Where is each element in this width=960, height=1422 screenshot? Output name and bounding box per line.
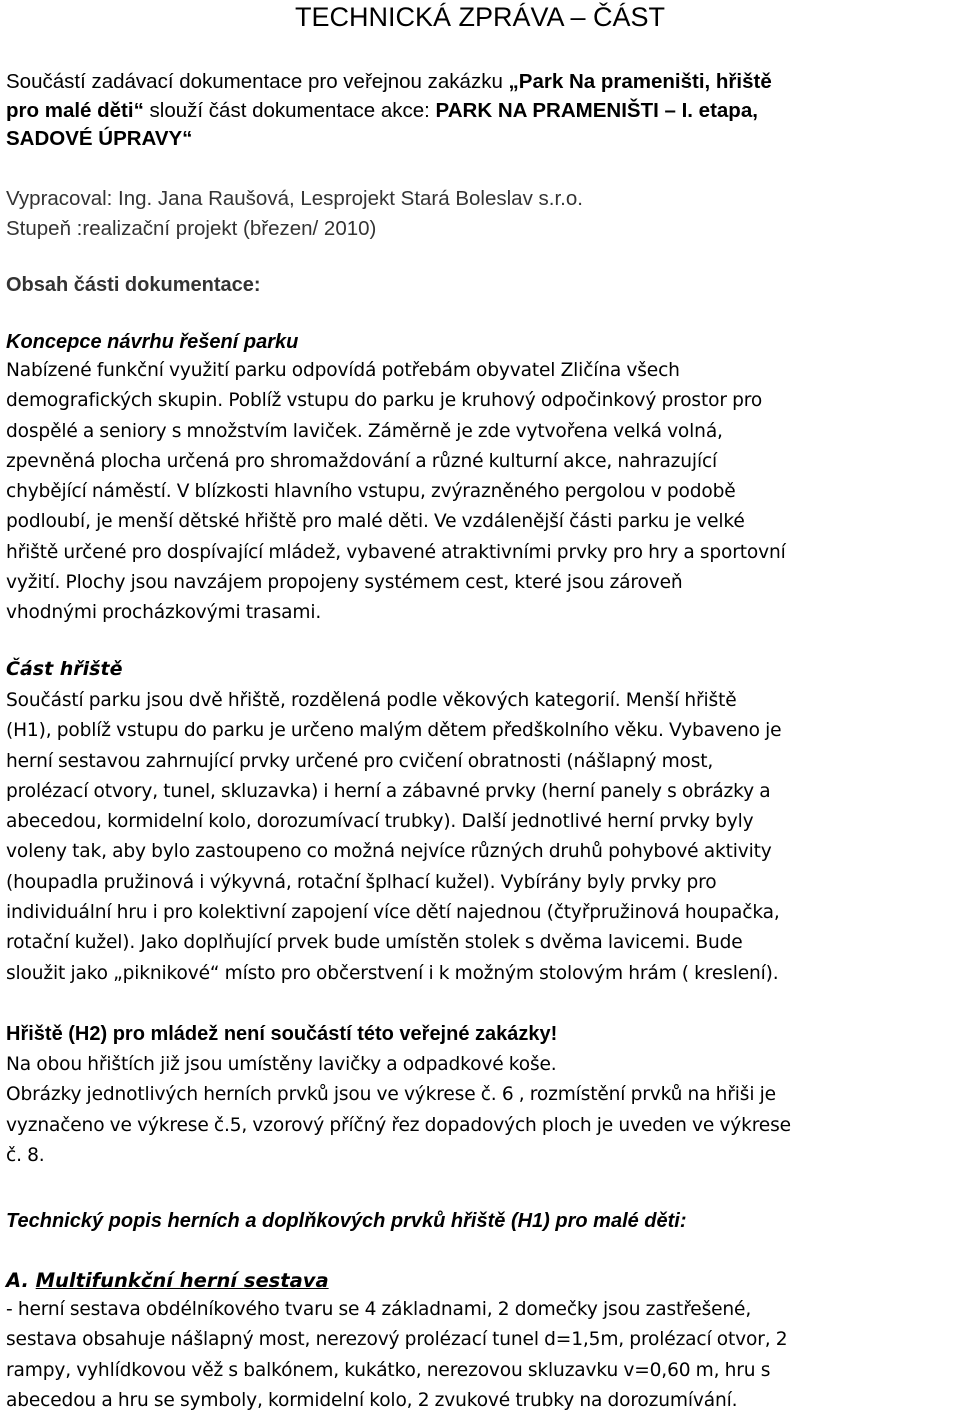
playground-line: individuální hru i pro kolektivní zapojení více dětí najednou (čtyřpružinová houpačka, bbox=[6, 902, 780, 924]
playground-line: Součástí parku jsou dvě hřiště, rozdělená podle věkových kategorií. Menší hřiště bbox=[6, 690, 737, 711]
concept-line: chybějící náměstí. V blízkosti hlavního vstupu, zvýrazněného pergolou v podobě bbox=[6, 481, 736, 503]
concept-line: demografických skupin. Poblíž vstupu do parku je kruhový odpočinkový prostor pro bbox=[6, 390, 763, 412]
notes-line: vyznačeno ve výkrese č.5, vzorový příčný řez dopadových ploch je uveden ve výkrese bbox=[6, 1114, 791, 1136]
intro-line-3: SADOVÉ ÚPRAVY“ bbox=[6, 127, 193, 150]
concept-line: zpevněná plocha určená pro shromaždování a různé kulturní akce, nahrazující bbox=[6, 450, 718, 472]
concept-line: vhodnými procházkovými trasami. bbox=[6, 602, 322, 624]
h2-exclusion-note: Hřiště (H2) pro mládež není součástí této veřejné zakázky! bbox=[6, 1023, 558, 1045]
concept-line: hřiště určené pro dospívající mládež, vybavené atraktivními prvky pro hry a sportovní bbox=[6, 541, 786, 563]
concept-line: dospělé a seniory s množstvím laviček. Záměrně je zde vytvořena velká volná, bbox=[6, 420, 723, 442]
playground-line: (H1), poblíž vstupu do parku je určeno malým dětem předškolního věku. Vybaveno je bbox=[6, 720, 782, 742]
project-name-part1: „Park Na prameništi, hřiště bbox=[508, 70, 772, 93]
multifunction-set-heading: A. Multifunkční herní sestava bbox=[6, 1269, 329, 1292]
playground-heading: Část hřiště bbox=[6, 658, 123, 680]
concept-line: podloubí, je menší dětské hřiště pro malé děti. Ve vzdálenější části parku je velké bbox=[6, 511, 745, 533]
playground-line: abecedou, kormidelní kolo, dorozumívací trubky). Další jednotlivé herní prvky byly bbox=[6, 811, 754, 833]
playground-paragraph bbox=[6, 686, 956, 989]
playground-line: rotační kužel). Jako doplňující prvek bude umístěn stolek s dvěma lavicemi. Bude bbox=[6, 932, 743, 954]
concept-line: vyžití. Plochy jsou navzájem propojeny systémem cest, které jsou zároveň bbox=[6, 572, 683, 594]
author-line: Vypracoval: Ing. Jana Raušová, Lesprojekt Stará Boleslav s.r.o. bbox=[6, 187, 583, 210]
multi-line: abecedou a hru se symboly, kormidelní kolo, 2 zvukové trubky na dorozumívání. bbox=[6, 1389, 738, 1411]
concept-paragraph bbox=[6, 356, 956, 629]
playground-line: voleny tak, aby bylo zastoupeno co možná nejvíce různých druhů pohybové aktivity bbox=[6, 841, 772, 863]
notes-line: č. 8. bbox=[6, 1144, 45, 1166]
stage-line: Stupeň :realizační projekt (březen/ 2010) bbox=[6, 217, 377, 240]
concept-line: Nabízené funkční využití parku odpovídá potřebám obyvatel Zličína všech bbox=[6, 360, 680, 381]
multi-line: - herní sestava obdélníkového tvaru se 4 základnami, 2 domečky jsou zastřešené, bbox=[6, 1299, 752, 1320]
concept-heading: Koncepce návrhu řešení parku bbox=[6, 331, 299, 353]
notes-paragraph bbox=[6, 1050, 956, 1171]
technical-description-heading: Technický popis herních a doplňkových prvků hřiště (H1) pro malé děti: bbox=[6, 1210, 687, 1232]
intro-paragraph bbox=[6, 68, 956, 154]
playground-line: sloužit jako „piknikové“ místo pro občerstvení i k možným stolovým hrám ( kreslení). bbox=[6, 962, 779, 984]
notes-line: Na obou hřištích již jsou umístěny lavičky a odpadkové koše. bbox=[6, 1054, 557, 1075]
playground-line: (houpadla pružinová i výkyvná, rotační šplhací kužel). Vybírány byly prvky pro bbox=[6, 871, 717, 893]
multi-line: rampy, vyhlídkovou věž s balkónem, kukátko, nerezovou skluzavku v=0,60 m, hru s bbox=[6, 1359, 771, 1381]
playground-line: herní sestavou zahrnující prvky určené pro cvičení obratnosti (nášlapný most, bbox=[6, 750, 714, 772]
contents-heading: Obsah části dokumentace: bbox=[6, 274, 261, 296]
playground-line: prolézací otvory, tunel, skluzavka) i herní a zábavné prvky (herní panely s obrázky a bbox=[6, 780, 771, 802]
multi-line: sestava obsahuje nášlapný most, nerezový prolézací tunel d=1,5m, prolézací otvor, 2 bbox=[6, 1329, 788, 1351]
intro-line-1: Součástí zadávací dokumentace pro veřejnou zakázku „Park Na prameništi, hřiště bbox=[6, 70, 772, 93]
document-title: TECHNICKÁ ZPRÁVA – ČÁST bbox=[294, 2, 666, 32]
project-name-part2: pro malé děti“ bbox=[6, 98, 144, 122]
notes-line: Obrázky jednotlivých herních prvků jsou ve výkrese č. 6 , rozmístění prvků na hřiši je bbox=[6, 1084, 776, 1106]
multifunction-set-paragraph bbox=[6, 1295, 956, 1416]
intro-line-2: pro malé děti“ slouží část dokumentace akce: PARK NA PRAMENIŠTI – I. etapa, bbox=[6, 98, 758, 122]
action-name: PARK NA PRAMENIŠTI – I. etapa, bbox=[429, 98, 758, 122]
